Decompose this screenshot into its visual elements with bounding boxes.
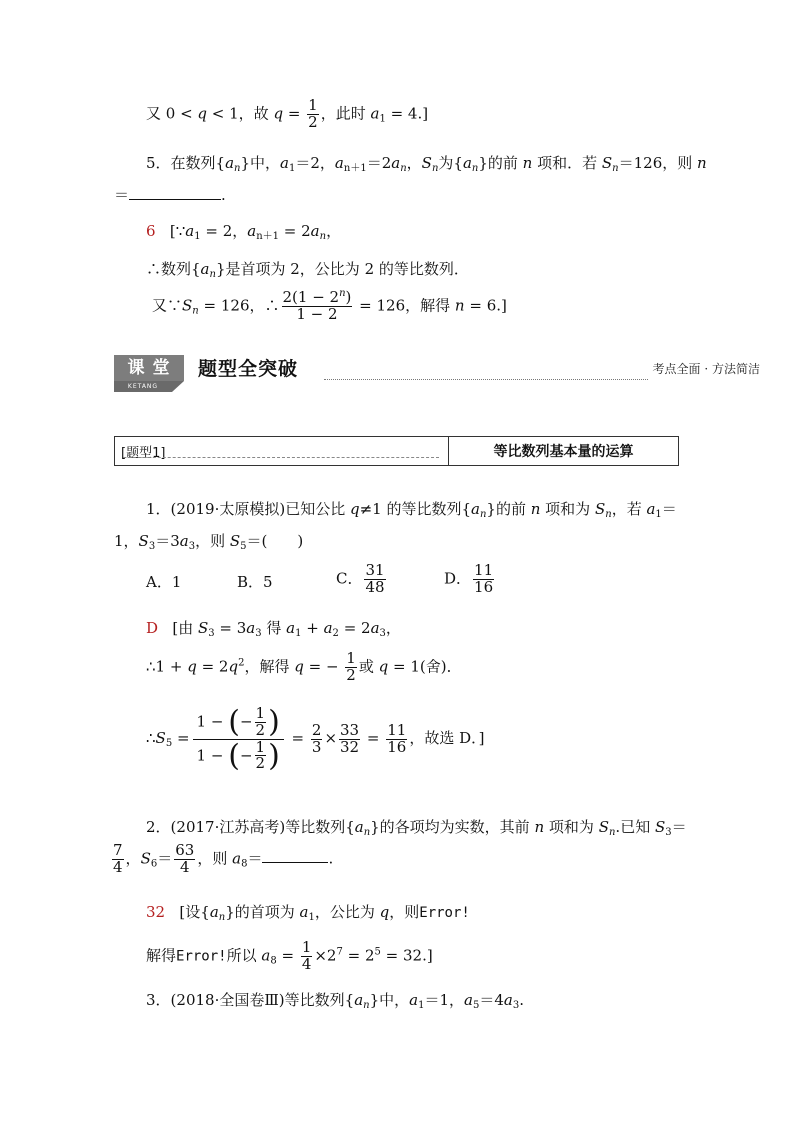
fraction-one-half: $\frac{1}{2}$ — [308, 96, 318, 131]
question-5-line2: ＝ . — [114, 186, 226, 204]
option-d: D． $\frac{11}{16}$ — [444, 561, 494, 596]
section-slogan: 考点全面 · 方法简洁 — [652, 362, 760, 376]
option-c: C． $\frac{31}{48}$ — [336, 561, 385, 596]
answer-label: D — [146, 619, 159, 637]
question-1-options — [146, 561, 606, 601]
answer-label: 32 — [146, 903, 166, 921]
section-banner — [114, 352, 760, 392]
answer-1-line1: D [由 $S_3 = 3a_3$ 得 $a_1 + a_2 = 2a_3$， — [146, 619, 401, 639]
answer-5-line3: 又$\because S_n = 126$，∴ $\frac{2(1 - 2^n)}{1 - 2}$ = 126，解得 n = 6.] — [152, 288, 507, 323]
question-2-line2: $\frac{7}{4}$ ，$S_6=$ $\frac{63}{4}$ ，则 $a_8=$ . — [113, 841, 334, 876]
fraction-s5-formula: 1 − (− $\frac{1}{2}$ ) 1 − (− $\frac{1}{2}$ ) — [193, 706, 284, 772]
question-1-line2: 1，$S_3=3a_3$，则 $S_5=$( ) — [114, 532, 304, 552]
answer-2-line2: 解得Error!所以 $a_8$ = $\frac{1}{4}$ $\times 2^7 = 2^5 = 32$.] — [146, 938, 433, 973]
tag-corner-decoration — [172, 381, 184, 392]
question-2-line1: 2．(2017·江苏高考)等比数列$\{a_n\}$的各项均为实数，其前 n 项和为 $S_n$.已知 $S_3=$ — [146, 818, 687, 838]
answer-1-line3: $\therefore S_5$ = 1 − (− $\frac{1}{2}$ ) 1 − (− $\frac{1}{2}$ ) = $\frac{2}{3}$ × $\frac{33}{32}$ = $\frac{11}{16}$ ，故选 D．] — [146, 704, 485, 773]
option-a: A．1 — [146, 573, 182, 591]
prev-answer-end-line: 又 0 < q < 1，故 q = $\frac{1}{2}$ ，此时 $a_1 = 4$.] — [146, 96, 429, 131]
answer-2-line1: 32 [设$\{a_n\}$的首项为 $a_1$，公比为 q，则Error! — [146, 903, 470, 923]
section-title: 题型全突破 — [198, 358, 299, 380]
type-dashed-rule — [123, 457, 439, 458]
question-type-box — [114, 436, 679, 466]
answer-5-line2: ∴数列$\{a_n\}$是首项为 2，公比为 2 的等比数列． — [146, 260, 469, 280]
answer-1-line2: ∴1 + $q = 2q^2$，解得 q = − $\frac{1}{2}$ 或 q = 1(舍)． — [146, 649, 462, 684]
banner-dotted-rule — [324, 379, 648, 380]
answer-blank — [262, 862, 328, 863]
type-label: [题型1] — [121, 446, 166, 461]
question-5-line1: 5．在数列$\{a_n\}$中，$a_1=2$，$a_{n+1}=2a_n$，$S_n$为$\{a_n\}$的前 n 项和．若 $S_n=126$，则 n — [146, 154, 707, 174]
fraction-neg-half: $\frac{1}{2}$ — [346, 649, 356, 684]
question-3-line1: 3．(2018·全国卷Ⅲ)等比数列$\{a_n\}$中，$a_1=1$，$a_5=4a_3$. — [146, 991, 525, 1011]
section-tag-pinyin: KETANG — [114, 381, 172, 392]
answer-label: 6 — [146, 222, 156, 240]
answer-5-line1: 6 [$\because a_1 = 2$，$a_{n+1} = 2a_n$， — [146, 222, 342, 242]
option-b: B．5 — [237, 573, 273, 591]
type-title: 等比数列基本量的运算 — [493, 444, 634, 460]
answer-blank — [129, 199, 221, 200]
fraction-sum-formula: $\frac{2(1 - 2^n)}{1 - 2}$ — [282, 288, 352, 323]
section-tag: 课 堂 — [114, 355, 184, 381]
question-1-line1: 1．(2019·太原模拟)已知公比 q≠1 的等比数列$\{a_n\}$的前 n 项和为 $S_n$，若 $a_1=$ — [146, 500, 677, 520]
